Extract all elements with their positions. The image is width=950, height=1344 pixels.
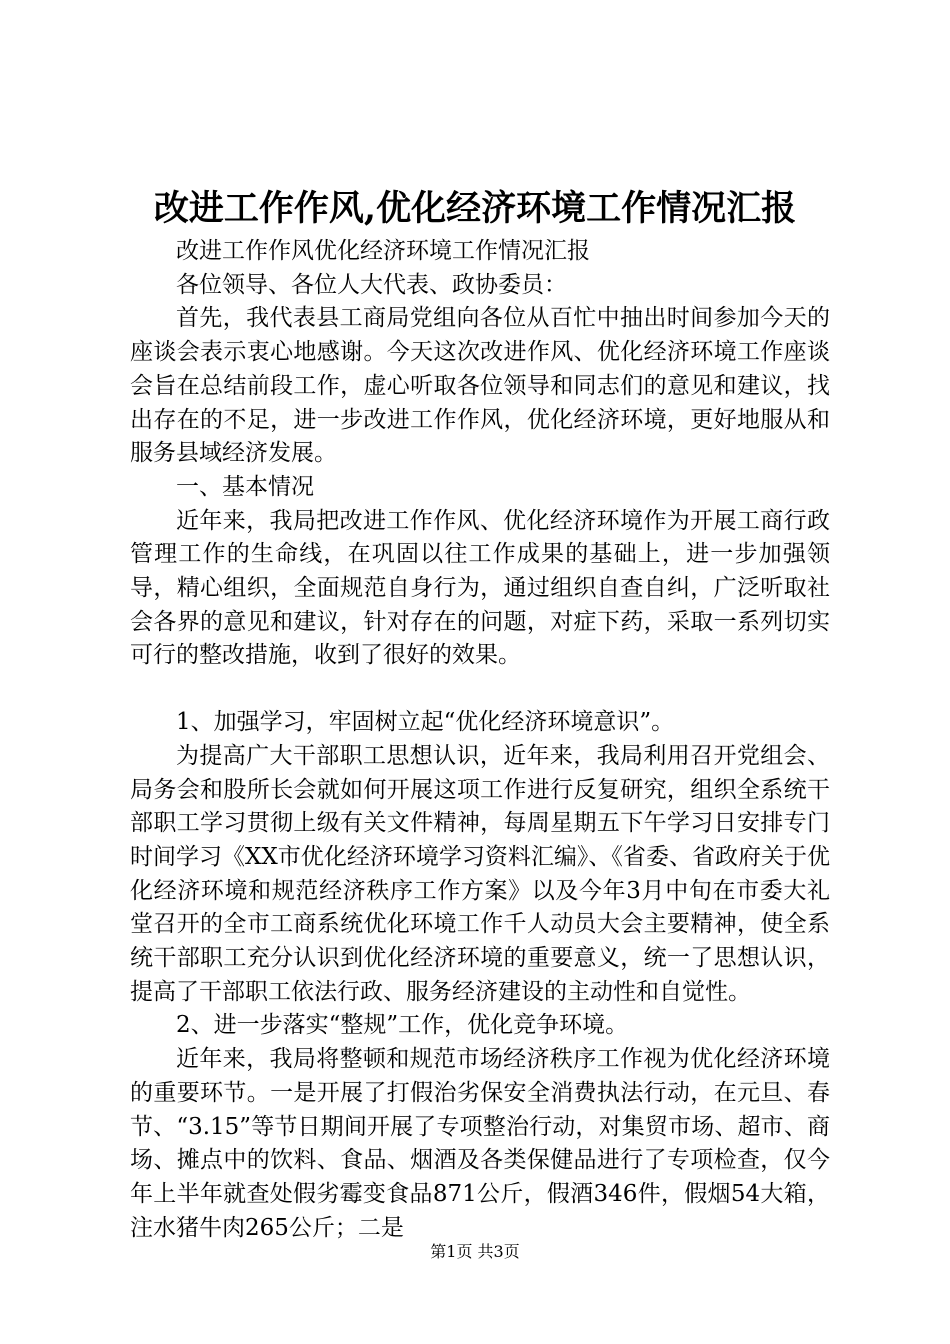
paragraph-rectification-details: 近年来，我局将整顿和规范市场经济秩序工作视为优化经济环境的重要环节。一是开展了打假治劣保安全消费执法行动，在元旦、春节、“3.15”等节日期间开展了专项整治行动，对集贸市场、超市、商场、摊点中的饮料、食品、烟酒及各类保健品进行了专项检查，仅今年上半年就查处假劣霉变食品871公斤，假酒346件，假烟54大箱，注水猪牛肉265公斤；二是 [130, 1046, 830, 1241]
page-number-footer: 第1页 共3页 [430, 1242, 520, 1261]
paragraph-opening: 首先，我代表县工商局党组向各位从百忙中抽出时间参加今天的座谈会表示衷心地感谢。今天这次改进作风、优化经济环境工作座谈会旨在总结前段工作，虚心听取各位领导和同志们的意见和建议，找出存在的不足，进一步改进工作作风，优化经济环境，更好地服从和服务县域经济发展。 [130, 305, 830, 467]
paragraph-overview: 近年来，我局把改进工作作风、优化经济环境作为开展工商行政管理工作的生命线，在巩固以往工作成果的基础上，进一步加强领导，精心组织，全面规范自身行为，通过组织自查自纠，广泛听取社会各界的意见和建议，针对存在的问题，对症下药，采取一系列切实可行的整改措施，收到了很好的效果。 [130, 507, 830, 669]
document-body [130, 235, 830, 1245]
subheading-strengthen-study: 1、加强学习，牢固树立起“优化经济环境意识”。 [176, 709, 675, 736]
document-title: 改进工作作风,优化经济环境工作情况汇报 [153, 188, 797, 229]
subheading-implement-rectification: 2、进一步落实“整规”工作，优化竞争环境。 [176, 1012, 629, 1039]
paragraph-study-details: 为提高广大干部职工思想认识，近年来，我局利用召开党组会、局务会和股所长会就如何开展这项工作进行反复研究，组织全系统干部职工学习贯彻上级有关文件精神，每周星期五下午学习日安排专门时间学习《XX市优化经济环境学习资料汇编》、《省委、省政府关于优化经济环境和规范经济秩序工作方案》以及今年3月中旬在市委大礼堂召开的全市工商系统优化环境工作千人动员大会主要精神，使全系统干部职工充分认识到优化经济环境的重要意义，统一了思想认识，提高了干部职工依法行政、服务经济建设的主动性和自觉性。 [130, 742, 830, 1005]
paragraph-subtitle: 改进工作作风优化经济环境工作情况汇报 [176, 238, 590, 264]
section-heading-basic-situation: 一、基本情况 [176, 473, 314, 500]
paragraph-salutation: 各位领导、各位人大代表、政协委员： [176, 271, 567, 298]
